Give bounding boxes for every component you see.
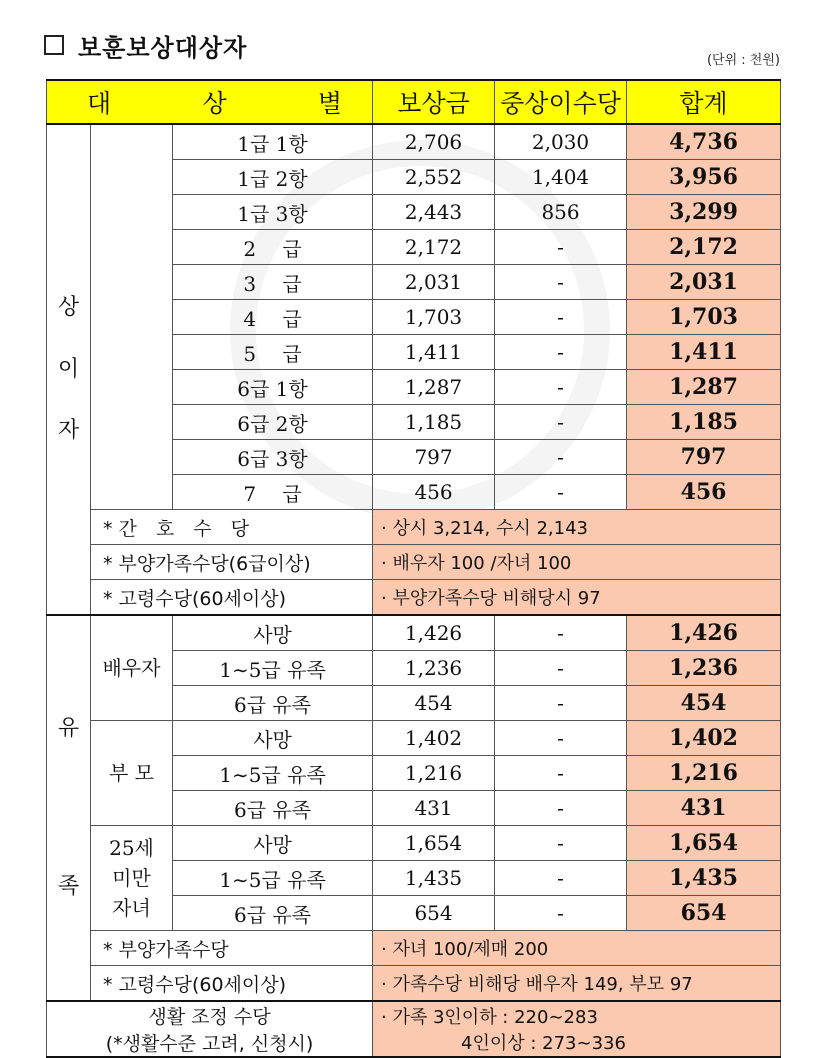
severe-allowance-cell: - [495,370,627,405]
compensation-cell: 1,411 [373,335,495,370]
group-label-injured [47,124,91,615]
compensation-cell: 2,706 [373,124,495,160]
severe-allowance-cell: 856 [495,195,627,230]
table-row [47,1001,781,1057]
severe-allowance-cell: - [495,335,627,370]
header-total: 합계 [627,80,781,124]
severe-allowance-cell: - [495,440,627,475]
note-value: · 배우자 100 /자녀 100 [373,545,781,580]
severe-allowance-cell: - [495,265,627,300]
compensation-cell: 1,435 [373,861,495,896]
group-label-char: 유 [57,715,80,741]
total-cell: 1,411 [627,335,781,370]
compensation-cell: 1,287 [373,370,495,405]
total-cell: 1,402 [627,721,781,756]
severe-allowance-cell: 1,404 [495,160,627,195]
bereaved-type-cell: 6급 유족 [173,896,373,931]
note-label: * 고령수당(60세이상) [91,580,373,616]
bereaved-group-name: 배우자 [91,615,173,721]
table-row [47,931,781,966]
table-row [47,721,781,756]
note-value: · 상시 3,214, 수시 2,143 [373,510,781,545]
blank-cell [91,124,173,510]
note-value: · 가족수당 비해당 배우자 149, 부모 97 [373,966,781,1002]
compensation-cell: 2,552 [373,160,495,195]
living-label-line: (*생활수준 고려, 신청시) [105,1033,314,1055]
bereaved-type-cell: 1∼5급 유족 [173,651,373,686]
grade-cell: 6급 2항 [173,405,373,440]
table-row [47,580,781,616]
total-cell: 2,031 [627,265,781,300]
bereaved-type-cell: 1∼5급 유족 [173,756,373,791]
total-cell: 1,435 [627,861,781,896]
compensation-cell: 1,426 [373,615,495,651]
severe-allowance-cell: - [495,615,627,651]
total-cell: 431 [627,791,781,826]
grade-cell: 6급 1항 [173,370,373,405]
table-row [47,545,781,580]
grade-cell: 6급 3항 [173,440,373,475]
bereaved-type-cell: 6급 유족 [173,686,373,721]
compensation-cell: 2,031 [373,265,495,300]
severe-allowance-cell: - [495,791,627,826]
table-row [47,966,781,1002]
compensation-cell: 431 [373,791,495,826]
table-row [47,510,781,545]
grade-cell: 3 급 [173,265,373,300]
group-label-char: 상 [57,295,80,321]
total-cell: 1,426 [627,615,781,651]
compensation-cell: 1,703 [373,300,495,335]
grade-cell: 5 급 [173,335,373,370]
header-category-char: 별 [317,89,343,118]
compensation-cell: 1,185 [373,405,495,440]
grade-cell: 2 급 [173,230,373,265]
note-label: * 부양가족수당 [91,931,373,966]
total-cell: 3,956 [627,160,781,195]
severe-allowance-cell: - [495,861,627,896]
compensation-cell: 1,216 [373,756,495,791]
living-label-line: 생활 조정 수당 [148,1006,271,1028]
total-cell: 1,236 [627,651,781,686]
severe-allowance-cell: - [495,756,627,791]
total-cell: 1,185 [627,405,781,440]
severe-allowance-cell: - [495,405,627,440]
total-cell: 1,703 [627,300,781,335]
group-label-char: 자 [57,418,80,444]
note-label: * 고령수당(60세이상) [91,966,373,1002]
note-label: * 부양가족수당(6급이상) [91,545,373,580]
bereaved-group-name: 부 모 [91,721,173,826]
grade-cell: 4 급 [173,300,373,335]
living-allowance-label [47,1001,373,1057]
total-cell: 3,299 [627,195,781,230]
total-cell: 1,654 [627,826,781,861]
group-name-line: 자녀 [112,896,151,920]
checkbox-square-icon [44,35,64,55]
note-value: · 자녀 100/제매 200 [373,931,781,966]
group-name-line: 25세 [109,836,154,860]
living-allowance-value [373,1001,781,1057]
grade-cell: 1급 1항 [173,124,373,160]
note-label: * 간 호 수 당 [91,510,373,545]
page-title [44,30,247,60]
header-category [47,80,373,124]
severe-allowance-cell: - [495,686,627,721]
severe-allowance-cell: - [495,475,627,510]
bereaved-type-cell: 사망 [173,826,373,861]
total-cell: 797 [627,440,781,475]
group-name-line: 미만 [112,866,151,890]
group-label-bereaved [47,615,91,1001]
group-label-char: 이 [57,356,80,382]
bereaved-type-cell: 1∼5급 유족 [173,861,373,896]
severe-allowance-cell: - [495,230,627,265]
living-value-line: 4인이상 : 273∼336 [461,1033,626,1054]
header-compensation: 보상금 [373,80,495,124]
compensation-cell: 1,654 [373,826,495,861]
compensation-cell: 2,172 [373,230,495,265]
living-value-line: · 가족 3인이하 : 220∼283 [381,1007,598,1028]
compensation-cell: 2,443 [373,195,495,230]
severe-allowance-cell: 2,030 [495,124,627,160]
header-category-char: 대 [87,89,112,118]
severe-allowance-cell: - [495,826,627,861]
bereaved-type-cell: 사망 [173,721,373,756]
compensation-cell: 454 [373,686,495,721]
severe-allowance-cell: - [495,721,627,756]
total-cell: 654 [627,896,781,931]
table-row [47,124,781,160]
compensation-cell: 654 [373,896,495,931]
grade-cell: 1급 2항 [173,160,373,195]
header-severe-allowance: 중상이수당 [495,80,627,124]
unit-label: (단위 : 천원) [706,53,780,68]
total-cell: 1,216 [627,756,781,791]
total-cell: 1,287 [627,370,781,405]
compensation-cell: 1,236 [373,651,495,686]
total-cell: 4,736 [627,124,781,160]
total-cell: 454 [627,686,781,721]
bereaved-type-cell: 6급 유족 [173,791,373,826]
header-category-char: 상 [202,89,227,118]
severe-allowance-cell: - [495,896,627,931]
note-value: · 부양가족수당 비해당시 97 [373,580,781,616]
bereaved-group-name [91,826,173,931]
total-cell: 456 [627,475,781,510]
bereaved-type-cell: 사망 [173,615,373,651]
grade-cell: 1급 3항 [173,195,373,230]
compensation-cell: 797 [373,440,495,475]
compensation-cell: 1,402 [373,721,495,756]
compensation-table [46,79,781,1058]
compensation-cell: 456 [373,475,495,510]
total-cell: 2,172 [627,230,781,265]
title-text: 보훈보상대상자 [78,33,248,62]
severe-allowance-cell: - [495,300,627,335]
header-row [47,80,781,124]
grade-cell: 7 급 [173,475,373,510]
severe-allowance-cell: - [495,651,627,686]
table-row [47,615,781,651]
group-label-char: 족 [57,874,80,899]
table-row [47,826,781,861]
